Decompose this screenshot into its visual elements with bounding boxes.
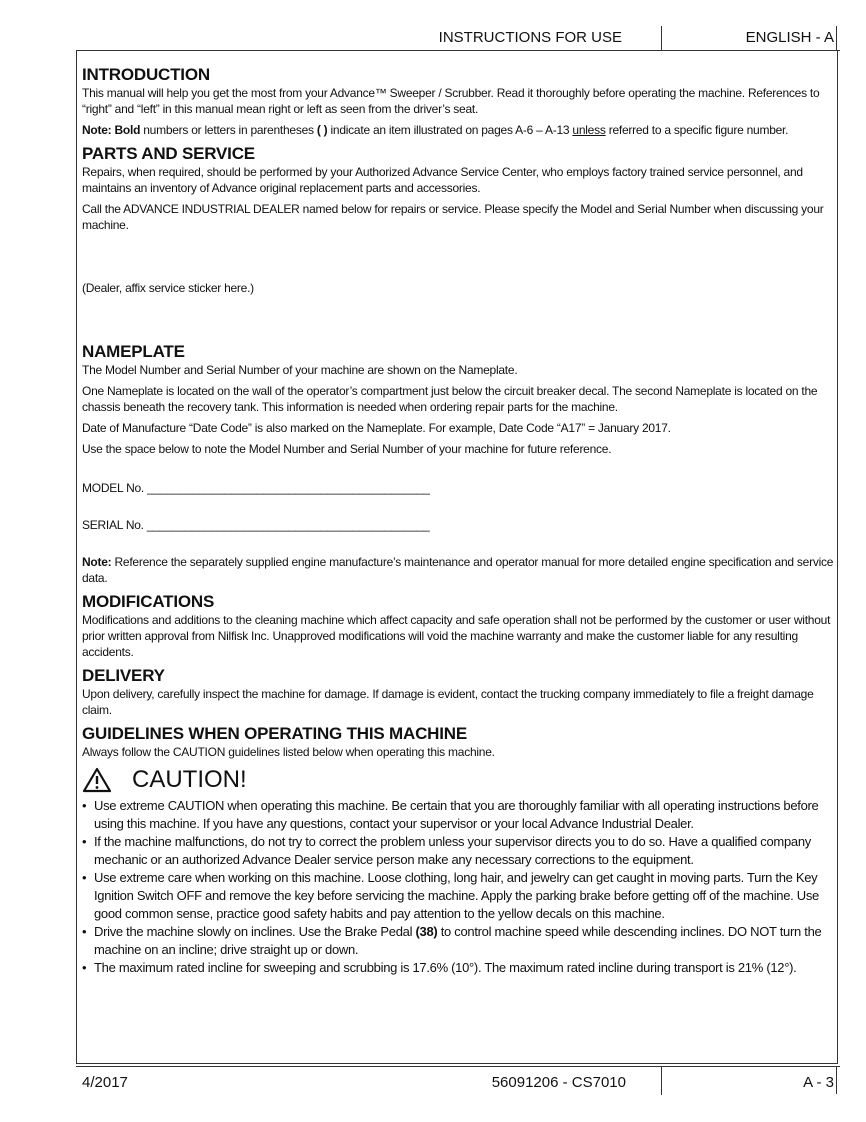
header-language: ENGLISH - A xyxy=(745,29,834,46)
engine-note xyxy=(82,554,834,586)
caution-heading xyxy=(82,765,834,795)
nameplate-paragraph-3: Date of Manufacture “Date Code” is also marked on the Nameplate. For example, Date Code “A17” = January 2017. xyxy=(82,421,671,435)
footer-divider xyxy=(661,1067,662,1095)
warning-triangle-icon xyxy=(82,767,112,793)
delivery-paragraph: Upon delivery, carefully inspect the machine for damage. If damage is evident, contact the trucking company immediately to file a freight damage claim. xyxy=(82,687,814,717)
parts-paragraph-2: Call the ADVANCE INDUSTRIAL DEALER named below for repairs or service. Please specify the Model and Serial Number when discussing your machine. xyxy=(82,202,824,232)
note-text-b: indicate an item illustrated on pages A-6 – A-13 xyxy=(327,123,573,137)
caution-item xyxy=(82,797,834,833)
bullet: • xyxy=(82,924,87,939)
nameplate-heading: NAMEPLATE xyxy=(82,342,185,361)
caution-title: CAUTION! xyxy=(132,766,247,793)
note-parentheses: ( ) xyxy=(316,123,328,137)
page-header xyxy=(76,26,840,51)
note-label: Note: Bold xyxy=(82,123,141,137)
parts-paragraph-1: Repairs, when required, should be performed by your Authorized Advance Service Center, who employs factory trained service personnel, and maintains an inventory of Advance original replacement parts and accessories. xyxy=(82,165,803,195)
bullet: • xyxy=(82,798,87,813)
bullet: • xyxy=(82,870,87,885)
caution-item-text-a: Drive the machine slowly on inclines. Use the Brake Pedal xyxy=(94,924,416,939)
introduction-heading: INTRODUCTION xyxy=(82,65,210,84)
nameplate-paragraph-4: Use the space below to note the Model Number and Serial Number of your machine for future reference. xyxy=(82,442,612,456)
modifications-heading: MODIFICATIONS xyxy=(82,592,215,611)
caution-list xyxy=(82,797,834,977)
note-unless: unless xyxy=(572,123,606,137)
header-divider xyxy=(661,26,662,50)
bullet: • xyxy=(82,834,87,849)
caution-item-text: Use extreme CAUTION when operating this machine. Be certain that you are thoroughly familiar with all operating instructions before using this machine. If you have any questions, contact your supervisor or your local Advance Industrial Dealer. xyxy=(94,798,819,831)
serial-number-field[interactable]: SERIAL No. ____________________________________________ xyxy=(82,518,430,532)
introduction-note xyxy=(82,122,834,138)
caution-item-text-b: to control machine speed while descending inclines. DO NOT turn the machine on an incline; drive straight up or down. xyxy=(94,924,822,957)
caution-item xyxy=(82,959,834,977)
brake-pedal-ref: (38) xyxy=(415,924,438,939)
guidelines-heading: GUIDELINES WHEN OPERATING THIS MACHINE xyxy=(82,724,467,743)
footer-right-rule xyxy=(836,1066,837,1094)
model-number-field[interactable]: MODEL No. ____________________________________________ xyxy=(82,481,430,495)
caution-item-text: Use extreme care when working on this machine. Loose clothing, long hair, and jewelry can get caught in moving parts. Turn the Key Ignition Switch OFF and remove the key before servicing the machine. Apply the parking brake before getting off of the machine. Use good common sense, practice good safety habits and pay attention to the yellow decals on this machine. xyxy=(94,870,819,921)
caution-item xyxy=(82,869,834,923)
dealer-sticker-note: (Dealer, affix service sticker here.) xyxy=(82,281,254,295)
modifications-paragraph: Modifications and additions to the cleaning machine which affect capacity and safe operation shall not be performed by the customer or user without prior written approval from Nilfisk Inc. Unapproved modifications will void the machine warranty and make the customer liable for any resulting accidents. xyxy=(82,613,831,659)
footer-part-number: 56091206 - CS7010 xyxy=(491,1074,626,1091)
note-text-a: numbers or letters in parentheses xyxy=(140,123,317,137)
nameplate-paragraph-2: One Nameplate is located on the wall of the operator’s compartment just below the circuit breaker decal. The second Nameplate is located on the chassis beneath the recovery tank. This information is needed when ordering repair parts for the machine. xyxy=(82,384,818,414)
header-right-rule xyxy=(836,26,837,50)
footer-page-number: A - 3 xyxy=(803,1074,834,1091)
delivery-heading: DELIVERY xyxy=(82,666,165,685)
document-body xyxy=(82,64,834,977)
caution-item-text: The maximum rated incline for sweeping and scrubbing is 17.6% (10°). The maximum rated incline during transport is 21% (12°). xyxy=(94,960,797,975)
guidelines-paragraph: Always follow the CAUTION guidelines listed below when operating this machine. xyxy=(82,745,495,759)
page-footer xyxy=(76,1066,840,1095)
header-doc-type: INSTRUCTIONS FOR USE xyxy=(438,29,622,46)
note-text-c: referred to a specific figure number. xyxy=(605,123,789,137)
caution-item xyxy=(82,923,834,959)
engine-note-label: Note: xyxy=(82,555,112,569)
engine-note-text: Reference the separately supplied engine manufacture’s maintenance and operator manual for more detailed engine specification and service data. xyxy=(82,555,834,585)
caution-item xyxy=(82,833,834,869)
caution-item-text: If the machine malfunctions, do not try to correct the problem unless your supervisor directs you to do so. Have a qualified company mechanic or an authorized Advance Dealer service person make any necessary corrections to the equipment. xyxy=(94,834,811,867)
nameplate-paragraph-1: The Model Number and Serial Number of your machine are shown on the Nameplate. xyxy=(82,363,518,377)
footer-date: 4/2017 xyxy=(82,1074,128,1091)
parts-service-heading: PARTS AND SERVICE xyxy=(82,144,255,163)
introduction-paragraph: This manual will help you get the most from your Advance™ Sweeper / Scrubber. Read it thoroughly before operating the machine. References to “right” and “left” in this manual mean right or left as seen from the driver’s seat. xyxy=(82,86,820,116)
bullet: • xyxy=(82,960,87,975)
